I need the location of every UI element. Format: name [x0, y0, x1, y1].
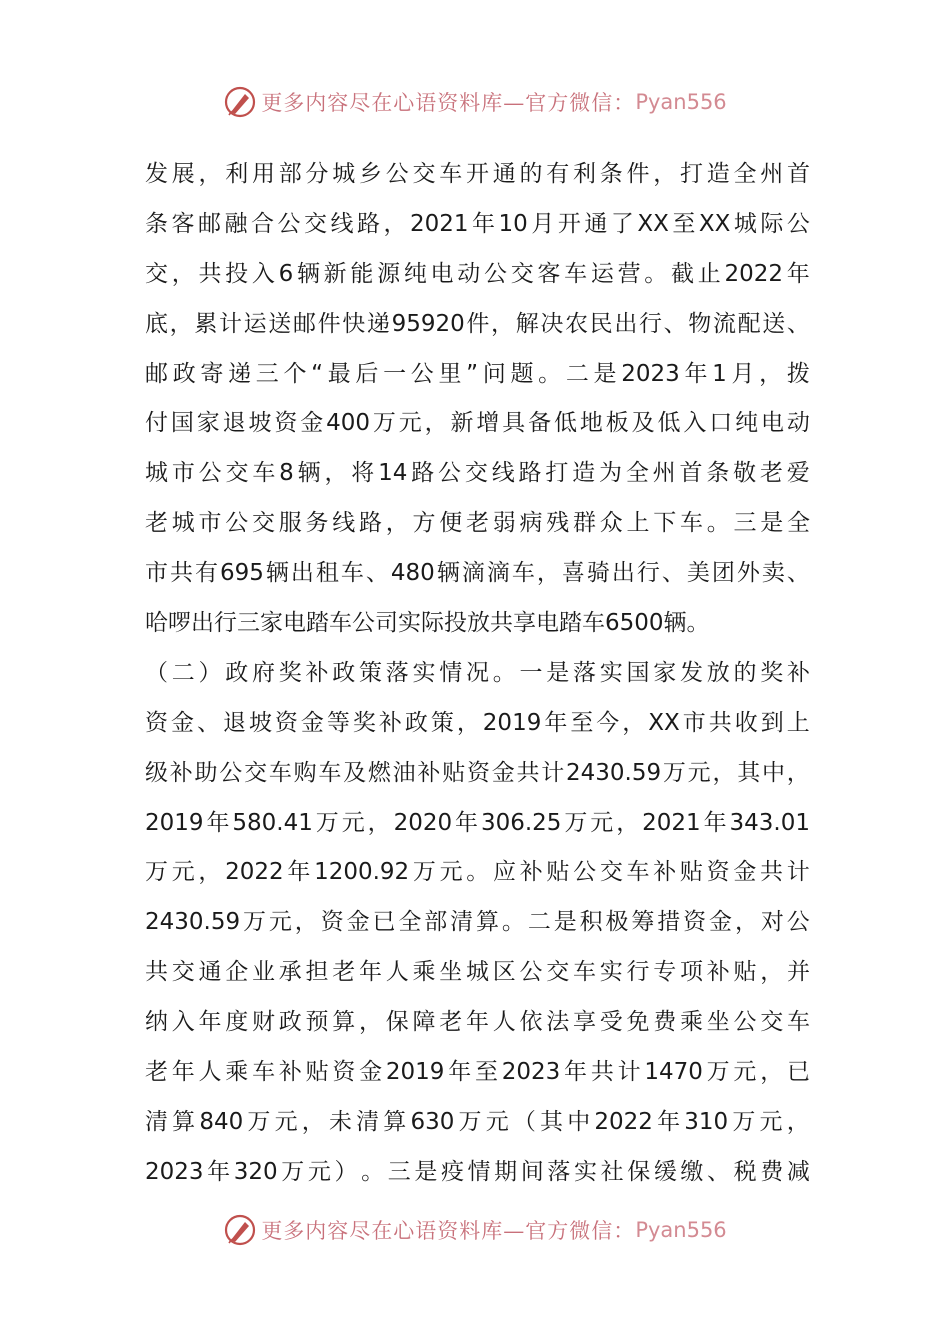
- footer-watermark-banner: [0, 1210, 950, 1250]
- header-watermark-banner: [0, 82, 950, 122]
- banner-wechat-id: Pyan556: [635, 90, 727, 114]
- text-line: 清 算 840 万 元 ， 未 清 算 630 万 元 （ 其 中 2022 年 310 万 元 ，: [145, 1108, 810, 1135]
- pen-nib-logo-icon: [223, 85, 257, 119]
- text-line: 共 交 通 企 业 承 担 老 年 人 乘 坐 城 区 公 交 车 实 行 专 项 补 贴 ， 并: [145, 959, 810, 986]
- text-line: 2023 年 320 万 元 ） 。 三 是 疫 情 期 间 落 实 社 保 缓 缴 、 税 费 减: [145, 1158, 810, 1185]
- text-line: 纳 入 年 度 财 政 预 算 ， 保 障 老 年 人 依 法 享 受 免 费 乘 坐 公 交 车: [145, 1009, 810, 1036]
- text-line: 条 客 邮 融 合 公 交 线 路 ， 2021 年 10 月 开 通 了 XX 至 XX 城 际 公: [145, 210, 810, 237]
- pen-nib-logo-icon: [223, 1213, 257, 1247]
- text-line: 城 市 公 交 车 8 辆 ， 将 14 路 公 交 线 路 打 造 为 全 州 首 条 敬 老 爱: [145, 460, 810, 487]
- text-line: 资 金 、 退 坡 资 金 等 奖 补 政 策 ， 2019 年 至 今 ， XX 市 共 收 到 上: [145, 709, 810, 736]
- text-line: 万 元 ， 2022 年 1200.92 万 元 。 应 补 贴 公 交 车 补 贴 资 金 共 计: [145, 859, 810, 886]
- text-line: 2430.59 万 元 ， 资 金 已 全 部 清 算 。 二 是 积 极 筹 措 资 金 ， 对 公: [145, 909, 810, 936]
- text-line: 发 展 ， 利 用 部 分 城 乡 公 交 车 开 通 的 有 利 条 件 ， 打 造 全 州 首: [145, 161, 810, 187]
- text-line: 2019 年 580.41 万 元 ， 2020 年 306.25 万 元 ， 2021 年 343.01: [145, 809, 810, 836]
- text-line: 老 年 人 乘 车 补 贴 资 金 2019 年 至 2023 年 共 计 1470 万 元 ， 已: [145, 1059, 810, 1086]
- text-line: 付 国 家 退 坡 资 金 400 万 元 ， 新 增 具 备 低 地 板 及 低 入 口 纯 电 动: [145, 410, 810, 437]
- document-body: [145, 150, 810, 1198]
- text-line: 邮 政 寄 递 三 个 “ 最 后 一 公 里 ” 问 题 。 二 是 2023 年 1 月 ， 拨: [145, 360, 810, 387]
- text-line: 级 补 助 公 交 车 购 车 及 燃 油 补 贴 资 金 共 计 2430.59 万 元 ， 其 中 ，: [145, 759, 810, 786]
- text-line: （ 二 ） 政 府 奖 补 政 策 落 实 情 况 。 一 是 落 实 国 家 发 放 的 奖 补: [145, 659, 810, 686]
- banner-text: 更多内容尽在心语资料库—官方微信：: [261, 91, 636, 115]
- text-line: 老 城 市 公 交 服 务 线 路 ， 方 便 老 弱 病 残 群 众 上 下 车 。 三 是 全: [145, 510, 810, 537]
- text-line: 哈啰出行三家电踏车公司实际投放共享电踏车6500辆。: [145, 610, 710, 637]
- text-line: 交 ， 共 投 入 6 辆 新 能 源 纯 电 动 公 交 客 车 运 营 。 截 止 2022 年: [145, 260, 810, 287]
- text-line: 市 共 有 695 辆 出 租 车 、 480 辆 滴 滴 车 ， 喜 骑 出 行 、 美 团 外 卖 、: [145, 560, 810, 587]
- banner-wechat-id: Pyan556: [635, 1218, 727, 1242]
- banner-text: 更多内容尽在心语资料库—官方微信：: [261, 1219, 636, 1243]
- text-line: 底 ， 累 计 运 送 邮 件 快 递 95920 件 ， 解 决 农 民 出 行 、 物 流 配 送 、: [145, 310, 810, 337]
